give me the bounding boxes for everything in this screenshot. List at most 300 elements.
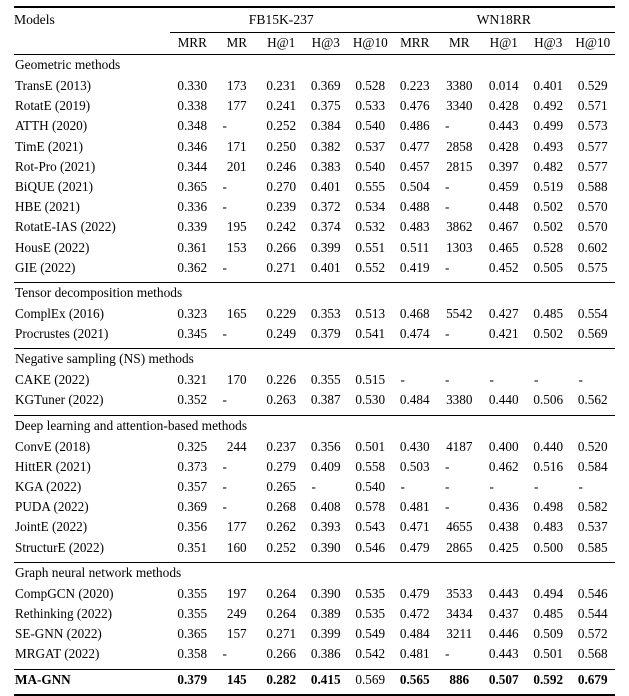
metric-value: 0.438 xyxy=(488,519,519,535)
metric-value: 0.428 xyxy=(488,98,519,114)
model-name: KGA (2022) xyxy=(15,479,82,494)
metric-value: 0.575 xyxy=(577,259,608,275)
metric-value: 0.501 xyxy=(533,646,564,662)
metric-value: 0.446 xyxy=(488,626,519,642)
metric-value: 0.485 xyxy=(533,305,564,321)
metric-value: 0.443 xyxy=(488,646,519,662)
metric-value: 0.399 xyxy=(310,626,341,642)
metric-value: 0.443 xyxy=(488,585,519,601)
metric-value: 0.374 xyxy=(310,219,341,235)
metric-value: - xyxy=(222,259,227,275)
table-row xyxy=(14,179,615,199)
metric-value: 0.448 xyxy=(488,199,519,215)
metric-value: 2858 xyxy=(446,138,473,154)
model-name: PUDA (2022) xyxy=(15,499,89,515)
metric-value: 0.502 xyxy=(533,219,564,235)
metric-value: 0.321 xyxy=(177,372,208,388)
metric-value: 0.346 xyxy=(177,138,208,154)
metric-value: 0.252 xyxy=(266,118,297,134)
metric-value: - xyxy=(489,479,494,494)
metric-value: 0.568 xyxy=(577,646,608,662)
metric-value: 0.355 xyxy=(177,605,208,621)
metric-value: - xyxy=(400,479,405,494)
table-row xyxy=(14,646,615,666)
table-row xyxy=(14,98,615,118)
metric-value: - xyxy=(445,499,450,515)
metric-value: 0.515 xyxy=(355,372,386,388)
metric-value: 197 xyxy=(226,585,247,601)
metric-value: - xyxy=(222,326,227,342)
metric-value: 0.263 xyxy=(266,392,297,408)
metric-value: 2865 xyxy=(446,539,473,555)
table-row xyxy=(14,626,615,646)
metric-value: 0.362 xyxy=(177,259,208,275)
metric-value: 0.573 xyxy=(577,118,608,134)
section-header-row xyxy=(14,418,615,439)
model-name: RotatE-IAS (2022) xyxy=(15,219,116,235)
metric-value: 0.336 xyxy=(177,199,208,215)
metric-value: 0.369 xyxy=(177,499,208,515)
header-group-fb15k237: FB15K-237 xyxy=(248,12,314,27)
table-row xyxy=(14,240,615,260)
metric-value: 0.268 xyxy=(266,499,297,515)
metric-value: 0.428 xyxy=(488,138,519,154)
metric-value: 0.494 xyxy=(533,585,564,601)
model-name: ComplEx (2016) xyxy=(15,305,105,321)
metric-value: 0.500 xyxy=(533,539,564,555)
table-row xyxy=(14,606,615,626)
metric-value: 3434 xyxy=(446,605,473,621)
metric-value: 0.430 xyxy=(399,438,430,454)
section-header-row xyxy=(14,285,615,306)
metric-value: 0.562 xyxy=(577,392,608,408)
metric-value: 0.356 xyxy=(310,438,341,454)
table-row xyxy=(14,78,615,98)
table-row xyxy=(14,139,615,159)
metric-value: 170 xyxy=(226,372,247,388)
metric-value: 0.355 xyxy=(310,372,341,388)
metric-value: - xyxy=(445,199,450,215)
metric-value: 5542 xyxy=(446,305,473,321)
metric-value: 0.440 xyxy=(533,438,564,454)
metric-value: 0.492 xyxy=(533,98,564,114)
section-title: Tensor decomposition methods xyxy=(15,284,183,300)
metric-value: 0.361 xyxy=(177,239,208,255)
metric-value: 0.355 xyxy=(177,585,208,601)
metric-value: 0.279 xyxy=(266,458,297,474)
total-metric-value: 145 xyxy=(226,671,247,687)
metric-value: - xyxy=(534,479,539,494)
total-metric-value: 0.415 xyxy=(310,671,341,687)
metric-value: 0.543 xyxy=(355,519,386,535)
metric-value: 0.577 xyxy=(577,158,608,174)
table-row xyxy=(14,199,615,219)
metric-value: 0.229 xyxy=(266,305,297,321)
metric-value: 177 xyxy=(226,98,247,114)
metric-value: 0.265 xyxy=(266,479,297,494)
metric-value: 0.502 xyxy=(533,199,564,215)
metric-value: 0.372 xyxy=(310,199,341,215)
metric-value: 0.544 xyxy=(577,605,608,621)
metric-value: 3380 xyxy=(446,392,473,408)
results-table xyxy=(14,6,615,696)
metric-value: 0.014 xyxy=(488,78,519,93)
metric-value: 0.552 xyxy=(355,259,386,275)
metric-value: - xyxy=(445,259,450,275)
metric-value: 0.242 xyxy=(266,219,297,235)
metric-value: 0.529 xyxy=(577,78,608,93)
rule-line xyxy=(14,695,615,696)
table-bottom-rule xyxy=(14,695,615,696)
metric-value: 0.353 xyxy=(310,305,341,321)
metric-value: 0.486 xyxy=(399,118,430,134)
metric-value: 0.373 xyxy=(177,458,208,474)
table-row xyxy=(14,372,615,392)
metric-value: 0.345 xyxy=(177,326,208,342)
metric-value: 0.379 xyxy=(310,326,341,342)
metric-value: 0.465 xyxy=(488,239,519,255)
metric-value: 0.344 xyxy=(177,158,208,174)
metric-value: 0.578 xyxy=(355,499,386,515)
model-name: Procrustes (2021) xyxy=(15,326,109,342)
metric-value: 0.555 xyxy=(355,178,386,194)
metric-value: 173 xyxy=(226,78,247,93)
section-title: Negative sampling (NS) methods xyxy=(15,351,194,367)
metric-value: 0.389 xyxy=(310,605,341,621)
table-row xyxy=(14,118,615,138)
table-row xyxy=(14,519,615,539)
metric-value: 0.540 xyxy=(355,479,386,494)
model-name: MRGAT (2022) xyxy=(15,646,100,662)
metric-value: 0.479 xyxy=(399,585,430,601)
model-name: Rethinking (2022) xyxy=(15,605,113,621)
model-name: RotatE (2019) xyxy=(15,98,91,114)
metric-value: 0.506 xyxy=(533,392,564,408)
metric-header-2: H@1 xyxy=(267,35,296,50)
metric-value: 0.400 xyxy=(488,438,519,454)
metric-value: 0.384 xyxy=(310,118,341,134)
metric-value: 0.577 xyxy=(577,138,608,154)
metric-value: 0.513 xyxy=(355,305,386,321)
metric-value: 165 xyxy=(226,305,247,321)
metric-value: 0.519 xyxy=(533,178,564,194)
metric-value: 0.551 xyxy=(355,239,386,255)
metric-value: 0.386 xyxy=(310,646,341,662)
section-title: Graph neural network methods xyxy=(15,564,182,580)
metric-value: 0.264 xyxy=(266,585,297,601)
metric-value: - xyxy=(222,479,227,494)
metric-value: 0.239 xyxy=(266,199,297,215)
metric-value: 0.351 xyxy=(177,539,208,555)
metric-value: 3340 xyxy=(446,98,473,114)
header-models-label: Models xyxy=(14,12,55,27)
metric-value: 0.477 xyxy=(399,138,430,154)
metric-value: 0.532 xyxy=(355,219,386,235)
table-row xyxy=(14,392,615,412)
metric-value: 3533 xyxy=(446,585,473,601)
model-name: TransE (2013) xyxy=(15,78,92,93)
metric-value: 0.440 xyxy=(488,392,519,408)
total-metric-value: 0.379 xyxy=(177,671,208,687)
metric-value: 0.533 xyxy=(355,98,386,114)
total-metric-value: 0.282 xyxy=(266,671,297,687)
metric-value: - xyxy=(578,372,583,388)
metric-value: 0.503 xyxy=(399,458,430,474)
section-title: Geometric methods xyxy=(15,57,121,72)
metric-value: 0.390 xyxy=(310,585,341,601)
metric-value: 0.530 xyxy=(355,392,386,408)
metric-value: - xyxy=(222,392,227,408)
table-row xyxy=(14,159,615,179)
metric-header-9: H@10 xyxy=(575,35,611,50)
metric-value: 0.499 xyxy=(533,118,564,134)
metric-value: 0.246 xyxy=(266,158,297,174)
table-header-row xyxy=(14,8,615,29)
metric-header-3: H@3 xyxy=(311,35,340,50)
metric-value: 0.483 xyxy=(399,219,430,235)
metric-value: 0.408 xyxy=(310,499,341,515)
metric-value: 0.393 xyxy=(310,519,341,535)
metric-value: 0.223 xyxy=(399,78,430,93)
metric-value: 177 xyxy=(226,519,247,535)
model-name: GIE (2022) xyxy=(15,259,76,275)
metric-value: 0.509 xyxy=(533,626,564,642)
metric-value: 0.237 xyxy=(266,438,297,454)
metric-value: 0.554 xyxy=(577,305,608,321)
metric-value: - xyxy=(222,499,227,515)
metric-value: 0.241 xyxy=(266,98,297,114)
metric-header-0: MRR xyxy=(177,35,207,50)
table-row xyxy=(14,219,615,239)
metric-value: - xyxy=(445,479,450,494)
metric-value: 0.484 xyxy=(399,626,430,642)
metric-value: 0.271 xyxy=(266,626,297,642)
metric-value: 195 xyxy=(226,219,247,235)
metric-value: 0.534 xyxy=(355,199,386,215)
metric-value: 0.421 xyxy=(488,326,519,342)
metric-value: 0.511 xyxy=(400,239,430,255)
metric-value: 0.569 xyxy=(577,326,608,342)
metric-value: - xyxy=(445,458,450,474)
metric-value: 0.437 xyxy=(488,605,519,621)
metric-value: 0.365 xyxy=(177,178,208,194)
table-row xyxy=(14,459,615,479)
metric-value: 153 xyxy=(226,239,247,255)
metric-value: 0.266 xyxy=(266,239,297,255)
metric-value: 0.457 xyxy=(399,158,430,174)
model-name: TimE (2021) xyxy=(15,138,84,154)
metric-value: 0.436 xyxy=(488,499,519,515)
metric-value: 0.462 xyxy=(488,458,519,474)
metric-value: 0.264 xyxy=(266,605,297,621)
metric-value: - xyxy=(222,118,227,134)
table-row xyxy=(14,479,615,499)
metric-value: 0.488 xyxy=(399,199,430,215)
total-model-name: MA-GNN xyxy=(15,671,71,687)
metric-value: 0.452 xyxy=(488,259,519,275)
metric-value: 0.226 xyxy=(266,372,297,388)
metric-value: 0.501 xyxy=(355,438,386,454)
metric-value: 0.498 xyxy=(533,499,564,515)
metric-value: 0.540 xyxy=(355,158,386,174)
metric-value: - xyxy=(445,372,450,388)
metric-value: 0.546 xyxy=(577,585,608,601)
metric-value: 0.399 xyxy=(310,239,341,255)
metric-value: 0.528 xyxy=(355,78,386,93)
metric-value: 0.468 xyxy=(399,305,430,321)
metric-value: 0.602 xyxy=(577,239,608,255)
metric-value: 0.476 xyxy=(399,98,430,114)
header-group-wn18rr: WN18RR xyxy=(476,12,531,27)
metric-value: 0.572 xyxy=(577,626,608,642)
metric-value: - xyxy=(311,479,316,494)
metric-value: 201 xyxy=(226,158,247,174)
metric-value: 0.357 xyxy=(177,479,208,494)
metric-value: 0.505 xyxy=(533,259,564,275)
metric-value: 0.588 xyxy=(577,178,608,194)
metric-value: 0.474 xyxy=(399,326,430,342)
total-metric-value: 0.592 xyxy=(533,671,564,687)
total-metric-value: 0.565 xyxy=(399,671,430,687)
metric-value: - xyxy=(445,646,450,662)
metric-value: 0.425 xyxy=(488,539,519,555)
metric-value: 0.528 xyxy=(533,239,564,255)
model-name: HousE (2022) xyxy=(15,239,90,255)
section-title: Deep learning and attention-based methods xyxy=(15,417,248,433)
metric-value: 0.369 xyxy=(310,78,341,93)
model-name: ConvE (2018) xyxy=(15,438,91,454)
metric-value: 0.387 xyxy=(310,392,341,408)
metric-value: - xyxy=(222,646,227,662)
section-header-row xyxy=(14,57,615,78)
metric-value: 0.483 xyxy=(533,519,564,535)
metric-value: 0.585 xyxy=(577,539,608,555)
metric-value: 0.352 xyxy=(177,392,208,408)
metric-value: 0.520 xyxy=(577,438,608,454)
metric-value: 0.537 xyxy=(355,138,386,154)
section-header-row xyxy=(14,565,615,586)
metric-value: 0.570 xyxy=(577,219,608,235)
metric-value: 0.481 xyxy=(399,499,430,515)
metric-value: 0.537 xyxy=(577,519,608,535)
section-header-row xyxy=(14,351,615,372)
metric-value: 0.484 xyxy=(399,392,430,408)
metric-value: 0.535 xyxy=(355,585,386,601)
table-row xyxy=(14,586,615,606)
total-metric-value: 0.569 xyxy=(355,671,386,687)
metric-value: 0.401 xyxy=(310,259,341,275)
metric-value: 249 xyxy=(226,605,247,621)
metric-value: 0.358 xyxy=(177,646,208,662)
metric-value: 0.467 xyxy=(488,219,519,235)
metric-value: 0.339 xyxy=(177,219,208,235)
metric-value: 0.323 xyxy=(177,305,208,321)
metric-value: 0.262 xyxy=(266,519,297,535)
metric-value: - xyxy=(222,199,227,215)
metric-value: 0.471 xyxy=(399,519,430,535)
metric-value: 0.383 xyxy=(310,158,341,174)
metric-value: 0.541 xyxy=(355,326,386,342)
metric-value: 0.502 xyxy=(533,326,564,342)
metric-value: 0.571 xyxy=(577,98,608,114)
metric-value: 0.266 xyxy=(266,646,297,662)
table-row xyxy=(14,499,615,519)
table-row xyxy=(14,306,615,326)
metric-value: 0.390 xyxy=(310,539,341,555)
metric-value: - xyxy=(578,479,583,494)
total-metric-value: 0.507 xyxy=(488,671,519,687)
metric-value: 0.325 xyxy=(177,438,208,454)
metric-header-7: H@1 xyxy=(489,35,518,50)
metric-value: 160 xyxy=(226,539,247,555)
metric-value: 0.375 xyxy=(310,98,341,114)
metric-value: 0.401 xyxy=(533,78,564,93)
table-row xyxy=(14,260,615,280)
metric-value: 0.535 xyxy=(355,605,386,621)
metric-value: 0.397 xyxy=(488,158,519,174)
metric-header-4: H@10 xyxy=(352,35,388,50)
metric-value: 0.365 xyxy=(177,626,208,642)
metric-value: 0.382 xyxy=(310,138,341,154)
metric-value: 244 xyxy=(226,438,247,454)
metric-value: 2815 xyxy=(446,158,473,174)
total-metric-value: 886 xyxy=(449,671,470,687)
metric-value: 0.271 xyxy=(266,259,297,275)
metric-value: 0.338 xyxy=(177,98,208,114)
metric-header-6: MR xyxy=(448,35,470,50)
metric-value: 0.504 xyxy=(399,178,430,194)
metric-value: 157 xyxy=(226,626,247,642)
metric-value: 0.546 xyxy=(355,539,386,555)
metric-value: 0.570 xyxy=(577,199,608,215)
metric-value: 0.582 xyxy=(577,499,608,515)
table-row xyxy=(14,540,615,560)
metric-value: - xyxy=(222,458,227,474)
results-table-body xyxy=(14,7,615,696)
metric-value: 0.401 xyxy=(310,178,341,194)
metric-value: - xyxy=(534,372,539,388)
metric-value: 0.356 xyxy=(177,519,208,535)
metric-header-5: MRR xyxy=(400,35,430,50)
metric-value: 3862 xyxy=(446,219,473,235)
model-name: CAKE (2022) xyxy=(15,372,90,388)
metric-value: 0.348 xyxy=(177,118,208,134)
model-name: HBE (2021) xyxy=(15,199,80,215)
metric-value: - xyxy=(489,372,494,388)
total-row xyxy=(14,672,615,695)
metric-value: 0.584 xyxy=(577,458,608,474)
metric-value: 0.249 xyxy=(266,326,297,342)
model-name: HittER (2021) xyxy=(15,458,91,474)
metric-value: - xyxy=(222,178,227,194)
metric-value: 0.479 xyxy=(399,539,430,555)
model-name: JointE (2022) xyxy=(15,519,88,535)
metric-value: 0.549 xyxy=(355,626,386,642)
metric-value: - xyxy=(445,118,450,134)
model-name: CompGCN (2020) xyxy=(15,585,114,601)
model-name: KGTuner (2022) xyxy=(15,392,104,408)
metric-value: 3380 xyxy=(446,78,473,93)
metric-value: 0.250 xyxy=(266,138,297,154)
model-name: ATTH (2020) xyxy=(15,118,88,134)
metric-header-1: MR xyxy=(226,35,248,50)
metric-value: 0.409 xyxy=(310,458,341,474)
metric-value: 1303 xyxy=(446,239,473,255)
metric-value: 0.516 xyxy=(533,458,564,474)
metric-header-8: H@3 xyxy=(534,35,563,50)
metric-value: 0.485 xyxy=(533,605,564,621)
metric-value: 0.540 xyxy=(355,118,386,134)
